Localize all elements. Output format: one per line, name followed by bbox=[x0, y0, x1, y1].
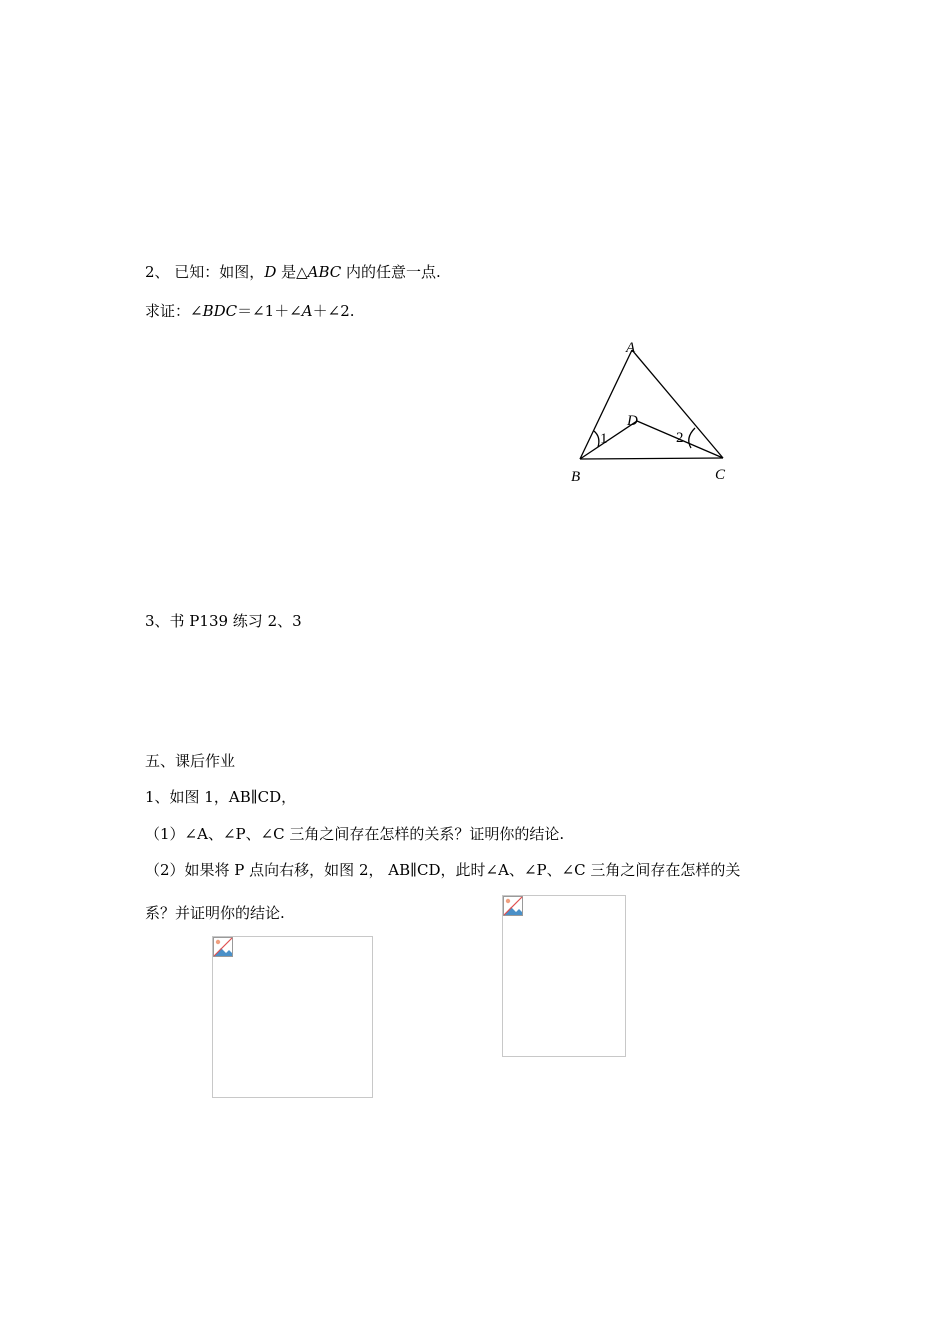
angle-bdc-text: BDC bbox=[202, 302, 238, 320]
triangle-figure bbox=[560, 335, 750, 495]
angle-a-text: A bbox=[301, 302, 313, 320]
q3-text: 3、书 P139 练习 2、3 bbox=[145, 612, 302, 630]
figure-2-image bbox=[502, 895, 626, 1057]
label-a: A bbox=[626, 340, 636, 356]
section5-sub2-line1: （2）如果将 P 点向右移，如图 2， AB∥CD，此时∠A、∠P、∠C 三角之间存在怎样的关 bbox=[145, 861, 741, 879]
section5-sub1: （1）∠A、∠P、∠C 三角之间存在怎样的关系？证明你的结论. bbox=[145, 825, 565, 843]
label-d: D bbox=[627, 413, 638, 429]
segment-bc bbox=[580, 458, 723, 459]
broken-image-icon bbox=[503, 896, 523, 916]
broken-image-icon bbox=[213, 937, 233, 957]
point-d-text: D bbox=[264, 263, 277, 281]
section5-heading: 五、课后作业 bbox=[145, 752, 236, 770]
label-angle-2: 2 bbox=[676, 430, 684, 446]
q2-given-line: 2、 已知：如图，D 是△ABC 内的任意一点. bbox=[145, 263, 441, 281]
section5-item1: 1、如图 1，AB∥CD， bbox=[145, 788, 297, 806]
q2-prove-line: 求证：∠BDC＝∠1＋∠A＋∠2. bbox=[145, 302, 355, 320]
label-angle-1: 1 bbox=[600, 431, 608, 447]
label-c: C bbox=[715, 467, 726, 483]
figure-1-image bbox=[212, 936, 373, 1098]
triangle-abc-text: ABC bbox=[307, 263, 342, 281]
section5-sub2-line2: 系？并证明你的结论. bbox=[145, 904, 285, 922]
label-b: B bbox=[571, 469, 581, 485]
angle-1-arc bbox=[594, 431, 599, 447]
